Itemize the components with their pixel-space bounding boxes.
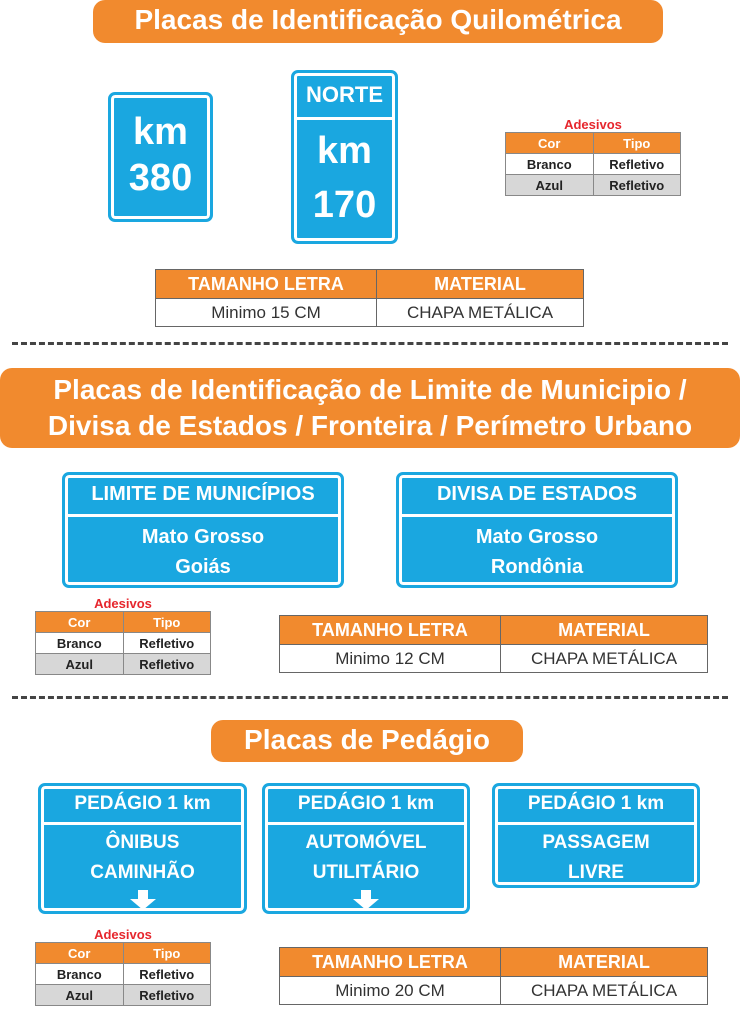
spec-value-size: Minimo 12 CM	[280, 645, 501, 673]
sign-header: PEDÁGIO 1 km	[498, 786, 694, 825]
adesivos-header-cor: Cor	[36, 943, 124, 964]
section2-title-line2: Divisa de Estados / Fronteira / Perímetro Urbano	[47, 410, 693, 441]
spec-table-2	[279, 615, 708, 673]
adesivos-cell: Refletivo	[123, 633, 211, 654]
sign-header: DIVISA DE ESTADOS	[402, 475, 672, 517]
down-arrow-icon	[130, 890, 156, 910]
sign-km-380	[108, 92, 213, 222]
section2-title	[0, 368, 740, 448]
section-divider	[12, 696, 728, 699]
sign-line-1: AUTOMÓVEL	[305, 832, 427, 853]
adesivos-table-1	[505, 117, 681, 196]
sign-line-2: LIVRE	[568, 862, 624, 883]
section1-title: Placas de Identificação Quilométrica	[93, 0, 663, 43]
sign-km-label: km	[133, 111, 188, 153]
sign-km-label: km	[317, 130, 372, 172]
spec-header-material: MATERIAL	[377, 270, 584, 299]
adesivos-title: Adesivos	[94, 596, 152, 611]
sign-header: PEDÁGIO 1 km	[44, 786, 241, 825]
sign-pedagio-onibus	[38, 783, 247, 914]
sign-line-2: CAMINHÃO	[90, 862, 195, 883]
sign-divisa-estados	[396, 472, 678, 588]
adesivos-cell: Refletivo	[593, 154, 681, 175]
spec-value-material: CHAPA METÁLICA	[501, 645, 708, 673]
sign-header: LIMITE DE MUNICÍPIOS	[68, 475, 338, 517]
sign-limite-municipios	[62, 472, 344, 588]
spec-header-material: MATERIAL	[501, 616, 708, 645]
sign-pedagio-passagem-livre	[492, 783, 700, 888]
sign-line-1: Mato Grosso	[475, 526, 599, 548]
adesivos-header-tipo: Tipo	[593, 133, 681, 154]
spec-value-material: CHAPA METÁLICA	[501, 977, 708, 1005]
down-arrow-icon	[353, 890, 379, 910]
adesivos-header-cor: Cor	[36, 612, 124, 633]
spec-table-1	[155, 269, 584, 327]
adesivos-cell: Refletivo	[123, 654, 211, 675]
adesivos-cell: Refletivo	[123, 964, 211, 985]
section3-title: Placas de Pedágio	[211, 720, 523, 762]
adesivos-cell: Refletivo	[123, 985, 211, 1006]
sign-line-1: ÔNIBUS	[105, 832, 180, 853]
sign-km-value: 380	[128, 157, 193, 199]
sign-header: PEDÁGIO 1 km	[268, 786, 464, 825]
section2-title-line1: Placas de Identificação de Limite de Municipio /	[53, 374, 687, 405]
spec-header-size: TAMANHO LETRA	[280, 948, 501, 977]
sign-line-2: Goiás	[175, 556, 231, 578]
adesivos-header-tipo: Tipo	[123, 612, 211, 633]
adesivos-header-cor: Cor	[506, 133, 594, 154]
adesivos-cell: Branco	[36, 633, 124, 654]
adesivos-title: Adesivos	[94, 927, 152, 942]
adesivos-cell: Azul	[36, 654, 124, 675]
sign-norte-km-170	[291, 70, 398, 244]
spec-value-size: Minimo 15 CM	[156, 299, 377, 327]
sign-pedagio-automovel	[262, 783, 470, 914]
adesivos-cell: Azul	[506, 175, 594, 196]
spec-table-3	[279, 947, 708, 1005]
adesivos-cell: Refletivo	[593, 175, 681, 196]
sign-header: NORTE	[297, 73, 392, 120]
spec-header-size: TAMANHO LETRA	[156, 270, 377, 299]
adesivos-cell: Azul	[36, 985, 124, 1006]
sign-line-1: PASSAGEM	[542, 832, 650, 853]
adesivos-title: Adesivos	[564, 117, 622, 132]
spec-header-size: TAMANHO LETRA	[280, 616, 501, 645]
adesivos-table-3	[35, 927, 211, 1006]
spec-header-material: MATERIAL	[501, 948, 708, 977]
adesivos-table-2	[35, 596, 211, 675]
spec-value-size: Minimo 20 CM	[280, 977, 501, 1005]
section-divider	[12, 342, 728, 345]
sign-line-2: UTILITÁRIO	[312, 862, 420, 883]
sign-line-2: Rondônia	[490, 556, 584, 578]
adesivos-cell: Branco	[506, 154, 594, 175]
sign-line-1: Mato Grosso	[141, 526, 265, 548]
sign-km-value: 170	[312, 184, 377, 226]
spec-value-material: CHAPA METÁLICA	[377, 299, 584, 327]
adesivos-cell: Branco	[36, 964, 124, 985]
adesivos-header-tipo: Tipo	[123, 943, 211, 964]
